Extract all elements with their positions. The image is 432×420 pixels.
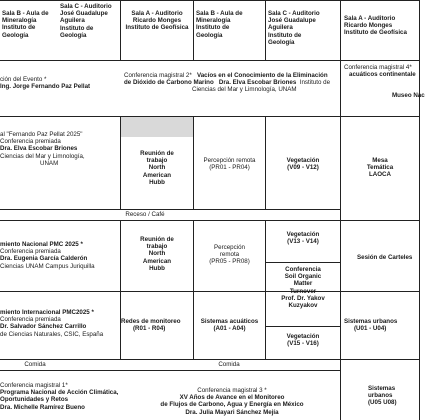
keynote-4-cell — [344, 64, 420, 78]
header-line: Mineralogía — [2, 17, 37, 25]
acuaticos-line: Sistemas acuáticos — [200, 318, 259, 325]
talk-1-type: Conferencia premiada — [0, 138, 61, 146]
keynote-4-label: Conferencia magistral 4* — [344, 64, 412, 71]
mesa-line: LAOCA — [369, 171, 391, 179]
percepcion-line: remota — [219, 251, 240, 259]
percepcion-line: Percepción remota — [203, 157, 256, 164]
soil-line: Soil Organic — [284, 273, 322, 281]
urbanos-line: Sistemas urbanos — [344, 318, 398, 325]
talk-4-cell — [0, 382, 120, 411]
vegetacion-line: (V09 - V12) — [287, 164, 319, 172]
talk-3-institution: de Ciencias Naturales, CSIC, España — [0, 330, 104, 338]
header-line: Instituto de Geofísica — [125, 24, 189, 32]
keynote-2-institution-a: Instituto de — [299, 79, 331, 87]
reunion-line: Reunión de — [140, 150, 174, 157]
grid-line-veg2-split — [265, 262, 340, 263]
vegetacion-3-cell — [266, 333, 340, 347]
vegetacion-line: Vegetación — [286, 333, 320, 340]
vegetacion-line: Vegetación — [286, 157, 320, 164]
mesa-line: Mesa — [372, 157, 388, 164]
talk-2-cell — [0, 241, 120, 270]
header-line: Aguilera — [60, 17, 85, 25]
carteles-cell — [357, 254, 420, 261]
grid-vline-2 — [193, 0, 194, 60]
comida-mid-label: Comida — [218, 361, 240, 368]
grid-line-right-bottom — [340, 359, 420, 360]
talk-4-label: Conferencia magistral 1* — [0, 382, 68, 389]
keynote-3-title-2: de Flujos de Carbono, Agua y Energía en México — [160, 401, 304, 409]
opening-speaker: Ing. Jorge Fernando Paz Pellat — [0, 83, 91, 91]
talk-4-title-2: Oportunidades y Retos — [0, 396, 69, 404]
reunion-line: Reunión de — [140, 236, 174, 243]
soil-conference-cell — [266, 266, 340, 309]
reunion-1-cell — [121, 150, 193, 186]
soil-line: Kuzyakov — [288, 302, 318, 310]
header-sala-c-1 — [60, 3, 120, 39]
header-line: Aguilera — [268, 24, 293, 32]
header-line: Geología — [2, 31, 29, 39]
percepcion-line: (PR01 - PR04) — [209, 164, 250, 172]
grid-line-block2 — [0, 291, 420, 292]
soil-line: Matter — [293, 280, 313, 288]
grid-vline-4 — [340, 0, 341, 420]
talk-1-institution: Ciencias del Mar y Limnología, — [0, 152, 85, 160]
talk-3-title: miento Internacional PMC2025 * — [0, 309, 94, 316]
percepcion-line: Percepción — [214, 244, 245, 251]
header-line: Instituto de Geofísica — [344, 29, 407, 37]
urbanos-line: urbanos — [368, 392, 393, 400]
header-line: Sala A - Auditorio — [131, 10, 183, 17]
percepcion-1-cell — [194, 157, 265, 171]
vegetacion-1-cell — [266, 157, 340, 171]
header-line: José Guadalupe — [60, 10, 108, 18]
grid-vline-2c — [193, 220, 194, 359]
header-line: Sala C - Auditorio — [60, 3, 112, 10]
percepcion-line: (PR05 - PR08) — [209, 258, 250, 266]
vegetacion-line: (V15 - V16) — [287, 340, 319, 348]
museo-cell — [392, 92, 432, 99]
keynote-3-title-1: XV Años de Avance en el Monitoreo — [179, 394, 285, 402]
redes-line: (R01 - R04) — [133, 325, 166, 333]
grid-vline-3 — [265, 0, 266, 60]
talk-1-speaker: Dra. Elva Escobar Briones — [0, 145, 78, 153]
urbanos-line: (U05 U08) — [368, 399, 397, 407]
keynote-4-title: acuáticos continentale — [349, 71, 416, 79]
header-line: Instituto de — [2, 24, 36, 32]
reunion-line: trabajo — [146, 157, 168, 165]
talk-2-speaker: Dra. Eugenia García Calderón — [0, 255, 88, 263]
museo-label: Museo Nac — [392, 92, 425, 99]
header-line: Ricardo Monges — [132, 17, 182, 25]
mesa-cell — [341, 157, 419, 179]
gray-block-1 — [121, 117, 193, 137]
opening-cell — [0, 76, 120, 90]
header-line: Geología — [60, 31, 87, 39]
carteles-label: Sesión de Carteles — [357, 254, 413, 261]
talk-3-cell — [0, 309, 120, 338]
talk-2-type: Conferencia premiada — [0, 248, 61, 256]
reunion-line: Hubb — [149, 264, 165, 272]
keynote-2-institution-b: Ciencias del Mar y Limnología, UNAM — [192, 86, 297, 94]
header-line: Instituto de — [268, 31, 302, 39]
grid-line-comida-bottom — [0, 370, 340, 371]
redes-line: Redes de monitoreo — [121, 318, 181, 325]
reunion-line: North — [148, 164, 166, 172]
reunion-line: Hubb — [149, 178, 165, 186]
header-sala-c-2 — [268, 10, 340, 46]
grid-line-soil-split — [265, 326, 340, 327]
grid-line-comida-top — [0, 359, 340, 360]
header-line: José Guadalupe — [268, 17, 316, 25]
reunion-line: North — [148, 250, 166, 258]
keynote-2-label: Conferencia magistral 2* — [124, 72, 192, 79]
vegetacion-2-cell — [266, 231, 340, 245]
urbanos-line: Sistemas — [368, 385, 396, 392]
soil-line: Turnover — [289, 287, 317, 295]
keynote-3-speaker: Dra. Julia Mayari Sánchez Mejía — [185, 408, 279, 416]
header-line: Instituto de — [60, 24, 94, 32]
talk-3-type: Conferencia premiada — [0, 316, 61, 324]
keynote-2-title-line-2: de Dióxido de Carbono Marino — [124, 79, 214, 87]
grid-line-receso-bottom — [0, 220, 340, 221]
talk-2-institution: Ciencias UNAM Campus Juriquilla — [0, 262, 95, 270]
urbanos-2-cell — [368, 385, 420, 407]
talk-4-speaker: Dra. Michelle Ramírez Bueno — [0, 403, 85, 411]
grid-line-receso-top — [0, 209, 340, 210]
header-line: Mineralogía — [196, 17, 231, 25]
comida-left-label: Comida — [24, 361, 46, 368]
header-line: Ricardo Monges — [344, 22, 393, 30]
header-sala-a-2 — [344, 15, 420, 37]
header-line: Geología — [196, 31, 223, 39]
keynote-3-label: Conferencia magistral 3 * — [197, 387, 267, 394]
talk-2-title: miento Nacional PMC 2025 * — [0, 241, 83, 248]
grid-line-right-carteles — [340, 220, 420, 221]
grid-vline-5 — [419, 0, 420, 420]
urbanos-line: (U01 - U04) — [354, 325, 387, 333]
header-sala-b-2 — [196, 10, 264, 39]
keynote-3-cell — [124, 387, 340, 416]
soil-line: Conferencia — [285, 266, 321, 273]
talk-1-institution-2: UNAM — [40, 159, 59, 167]
talk-3-speaker: Dr. Salvador Sánchez Carrillo — [0, 323, 87, 331]
header-line: Geología — [268, 38, 295, 46]
header-sala-a-1 — [121, 10, 193, 32]
keynote-2-cell — [124, 72, 340, 94]
receso-label: Receso / Café — [125, 211, 165, 218]
reunion-line: trabajo — [146, 243, 168, 251]
opening-title: ción del Evento * — [0, 76, 47, 83]
header-line: Sala B - Aula de — [2, 10, 49, 17]
redes-cell — [121, 318, 193, 332]
reunion-2-cell — [121, 236, 193, 272]
acuaticos-line: (A01 - A04) — [213, 325, 246, 333]
talk-1-title: al "Fernando Paz Pellat 2025" — [0, 131, 83, 138]
urbanos-1-cell — [344, 318, 420, 332]
mesa-line: Temática — [366, 164, 394, 172]
vegetacion-line: (V13 - V14) — [287, 238, 319, 246]
talk-4-title: Programa Nacional de Acción Climática, — [0, 389, 119, 397]
header-line: Sala A - Auditorio — [344, 15, 396, 22]
grid-line-opening — [0, 116, 420, 117]
header-line: Sala B - Aula de — [196, 10, 243, 17]
percepcion-2-cell — [194, 244, 265, 266]
header-line: Sala C - Auditorio — [268, 10, 320, 17]
keynote-2-speaker: Dra. Elva Escobar Briones — [218, 79, 297, 87]
talk-1-cell — [0, 131, 120, 167]
acuaticos-cell — [194, 318, 265, 332]
header-line: Instituto de — [196, 24, 230, 32]
grid-top-border — [0, 0, 420, 1]
vegetacion-line: Vegetación — [286, 231, 320, 238]
keynote-2-title-line-1: Vacíos en el Conocimiento de la Eliminación — [196, 72, 328, 79]
reunion-line: American — [142, 257, 172, 265]
grid-header-bottom — [0, 60, 420, 61]
soil-line: Prof. Dr. Yakov — [281, 294, 325, 302]
reunion-line: American — [142, 171, 172, 179]
